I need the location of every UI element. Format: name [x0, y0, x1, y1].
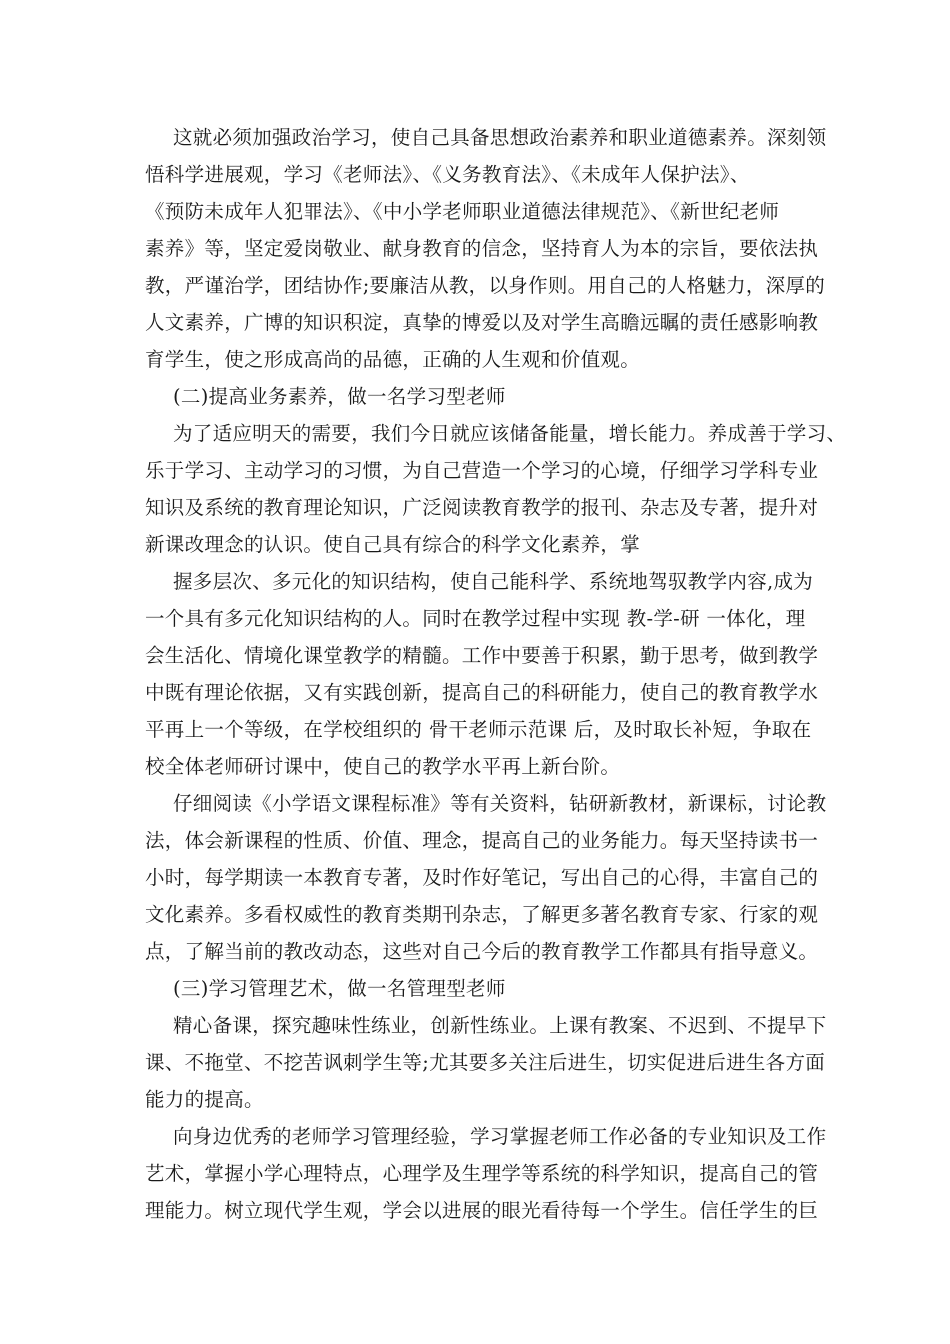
- paragraph-line: 点，了解当前的教改动态，这些对自己今后的教育教学工作都具有指导意义。: [145, 940, 819, 963]
- paragraph-line: 法，体会新课程的性质、价值、理念，提高自己的业务能力。每天坚持读书一: [145, 829, 819, 852]
- paragraph-line: 这就必须加强政治学习，使自己具备思想政治素养和职业道德素养。深刻领: [173, 126, 827, 149]
- paragraph-line: 精心备课，探究趣味性练业，创新性练业。上课有教案、不迟到、不提早下: [173, 1014, 827, 1037]
- paragraph-line: 悟科学进展观，学习《老师法》、《义务教育法》、《未成年人保护法》、: [145, 163, 750, 186]
- paragraph-line: 素养》等，坚定爱岗敬业、献身教育的信念，坚持育人为本的宗旨，要依法执: [145, 237, 819, 260]
- paragraph-line: 为了适应明天的需要，我们今日就应该储备能量，增长能力。养成善于学习、: [173, 422, 847, 445]
- paragraph-line: 新课改理念的认识。使自己具有综合的科学文化素养，掌: [145, 533, 641, 556]
- paragraph-line: 校全体老师研讨课中，使自己的教学水平再上新台阶。: [145, 755, 621, 778]
- paragraph-line: 小时，每学期读一本教育专著，及时作好笔记，写出自己的心得，丰富自己的: [145, 866, 819, 889]
- paragraph-line: 仔细阅读《小学语文课程标准》等有关资料，钻研新教材，新课标，讨论教: [173, 792, 827, 815]
- section-heading: (三)学习管理艺术，做一名管理型老师: [173, 977, 506, 1000]
- paragraph-line: 知识及系统的教育理论知识，广泛阅读教育教学的报刊、杂志及专著，提升对: [145, 496, 819, 519]
- paragraph-line: 文化素养。多看权威性的教育类期刊杂志，了解更多著名教育专家、行家的观: [145, 903, 819, 926]
- paragraph-line: 平再上一个等级，在学校组织的 骨干老师示范课 后，及时取长补短，争取在: [145, 718, 812, 741]
- section-heading: (二)提高业务素养，做一名学习型老师: [173, 385, 506, 408]
- paragraph-line: 《预防未成年人犯罪法》、《中小学老师职业道德法律规范》、《新世纪老师: [145, 200, 780, 223]
- paragraph-line: 课、不拖堂、不挖苦讽刺学生等;尤其要多关注后进生，切实促进后进生各方面: [145, 1051, 826, 1074]
- paragraph-line: 一个具有多元化知识结构的人。同时在教学过程中实现 教-学-研 一体化，理: [145, 607, 806, 630]
- paragraph-line: 教，严谨治学，团结协作;要廉洁从教，以身作则。用自己的人格魅力，深厚的: [145, 274, 826, 297]
- paragraph-line: 握多层次、多元化的知识结构，使自己能科学、系统地驾驭教学内容,成为: [173, 570, 814, 593]
- paragraph-line: 人文素养，广博的知识积淀，真挚的博爱以及对学生高瞻远瞩的责任感影响教: [145, 311, 819, 334]
- paragraph-line: 育学生，使之形成高尚的品德，正确的人生观和价值观。: [145, 348, 641, 371]
- paragraph-line: 会生活化、情境化课堂教学的精髓。工作中要善于积累，勤于思考，做到教学: [145, 644, 819, 667]
- paragraph-line: 能力的提高。: [145, 1088, 264, 1111]
- paragraph-line: 理能力。树立现代学生观，学会以进展的眼光看待每一个学生。信任学生的巨: [145, 1199, 819, 1222]
- paragraph-line: 乐于学习、主动学习的习惯，为自己营造一个学习的心境，仔细学习学科专业: [145, 459, 819, 482]
- paragraph-line: 向身边优秀的老师学习管理经验，学习掌握老师工作必备的专业知识及工作: [173, 1125, 827, 1148]
- paragraph-line: 中既有理论依据，又有实践创新，提高自己的科研能力，使自己的教育教学水: [145, 681, 819, 704]
- paragraph-line: 艺术，掌握小学心理特点，心理学及生理学等系统的科学知识，提高自己的管: [145, 1162, 819, 1185]
